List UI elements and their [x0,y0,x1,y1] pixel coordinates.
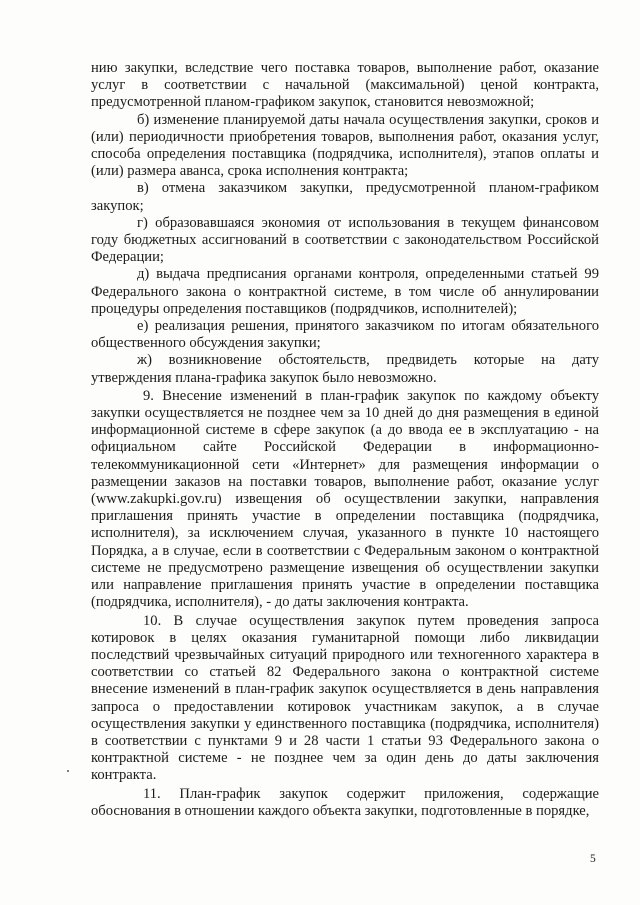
page-number: 5 [590,853,596,865]
list-item-g: г) образовавшаяся экономия от использования в текущем финансовом году бюджетных ассигнований в соответствии с законодательством Российской Федерации; [91,214,599,266]
paragraph-9: 9. Внесение изменений в план-график закупок по каждому объекту закупки осуществляется не позднее чем за 10 дней до дня размещения в единой информационной системе в сфере закупок (а до ввода ее в эксплуатацию - на официальном сайте Российской Федерации в информационно-телекоммуникационной сети «Интернет» для размещения информации о размещении заказов на поставки товаров, выполнение работ, оказание услуг (www.zakupki.gov.ru) извещения об осуществлении закупки, направления приглашения принять участие в определении поставщика (подрядчика, исполнителя), за исключением случая, указанного в пункте 10 настоящего Порядка, а в случае, если в соответствии с Федеральным законом о контрактной системе не предусмотрено размещение извещения об осуществлении закупки или направление приглашения принять участие в определении поставщика (подрядчика, исполнителя), - до даты заключения контракта. [91,387,599,611]
list-item-e: е) реализация решения, принятого заказчиком по итогам обязательного общественного обсуждения закупки; [91,318,599,352]
document-body [91,60,599,820]
list-item-b: б) изменение планируемой даты начала осуществления закупки, сроков и (или) периодичности приобретения товаров, выполнения работ, оказания услуг, способа определения поставщика (подрядчика, исполнителя), этапов оплаты и (или) размера аванса, срока исполнения контракта; [91,111,599,180]
list-item-d: д) выдача предписания органами контроля, определенными статьей 99 Федерального закона о контрактной системе, в том числе об аннулировании процедуры определения поставщиков (подрядчиков, исполнителей); [91,266,599,317]
list-item-zh: ж) возникновение обстоятельств, предвидеть которые на дату утверждения плана-графика закупок было невозможно. [91,352,599,386]
scan-speck [67,770,69,772]
list-item-v: в) отмена заказчиком закупки, предусмотренной планом-графиком закупок; [91,180,599,214]
paragraph-11: 11. План-график закупок содержит приложения, содержащие обоснования в отношении каждого объекта закупки, подготовленные в порядке, [91,785,599,819]
paragraph-10: 10. В случае осуществления закупок путем проведения запроса котировок в целях оказания гуманитарной помощи либо ликвидации последствий чрезвычайных ситуаций природного или техногенного характера в соответствии со статьей 82 Федерального закона о контрактной системе внесение изменений в план-график закупок осуществляется в день направления запроса о предоставлении котировок участникам закупок, а в случае осуществления закупки у единственного поставщика (подрядчика, исполнителя) в соответствии с пунктами 9 и 28 части 1 статьи 93 Федерального закона о контрактной системе - не позднее чем за один день до даты заключения контракта. [91,612,599,784]
paragraph-continuation: нию закупки, вследствие чего поставка товаров, выполнение работ, оказание услуг в соответствии с начальной (максимальной) ценой контракта, предусмотренной планом-графиком закупок, становится невозможной; [91,60,599,111]
